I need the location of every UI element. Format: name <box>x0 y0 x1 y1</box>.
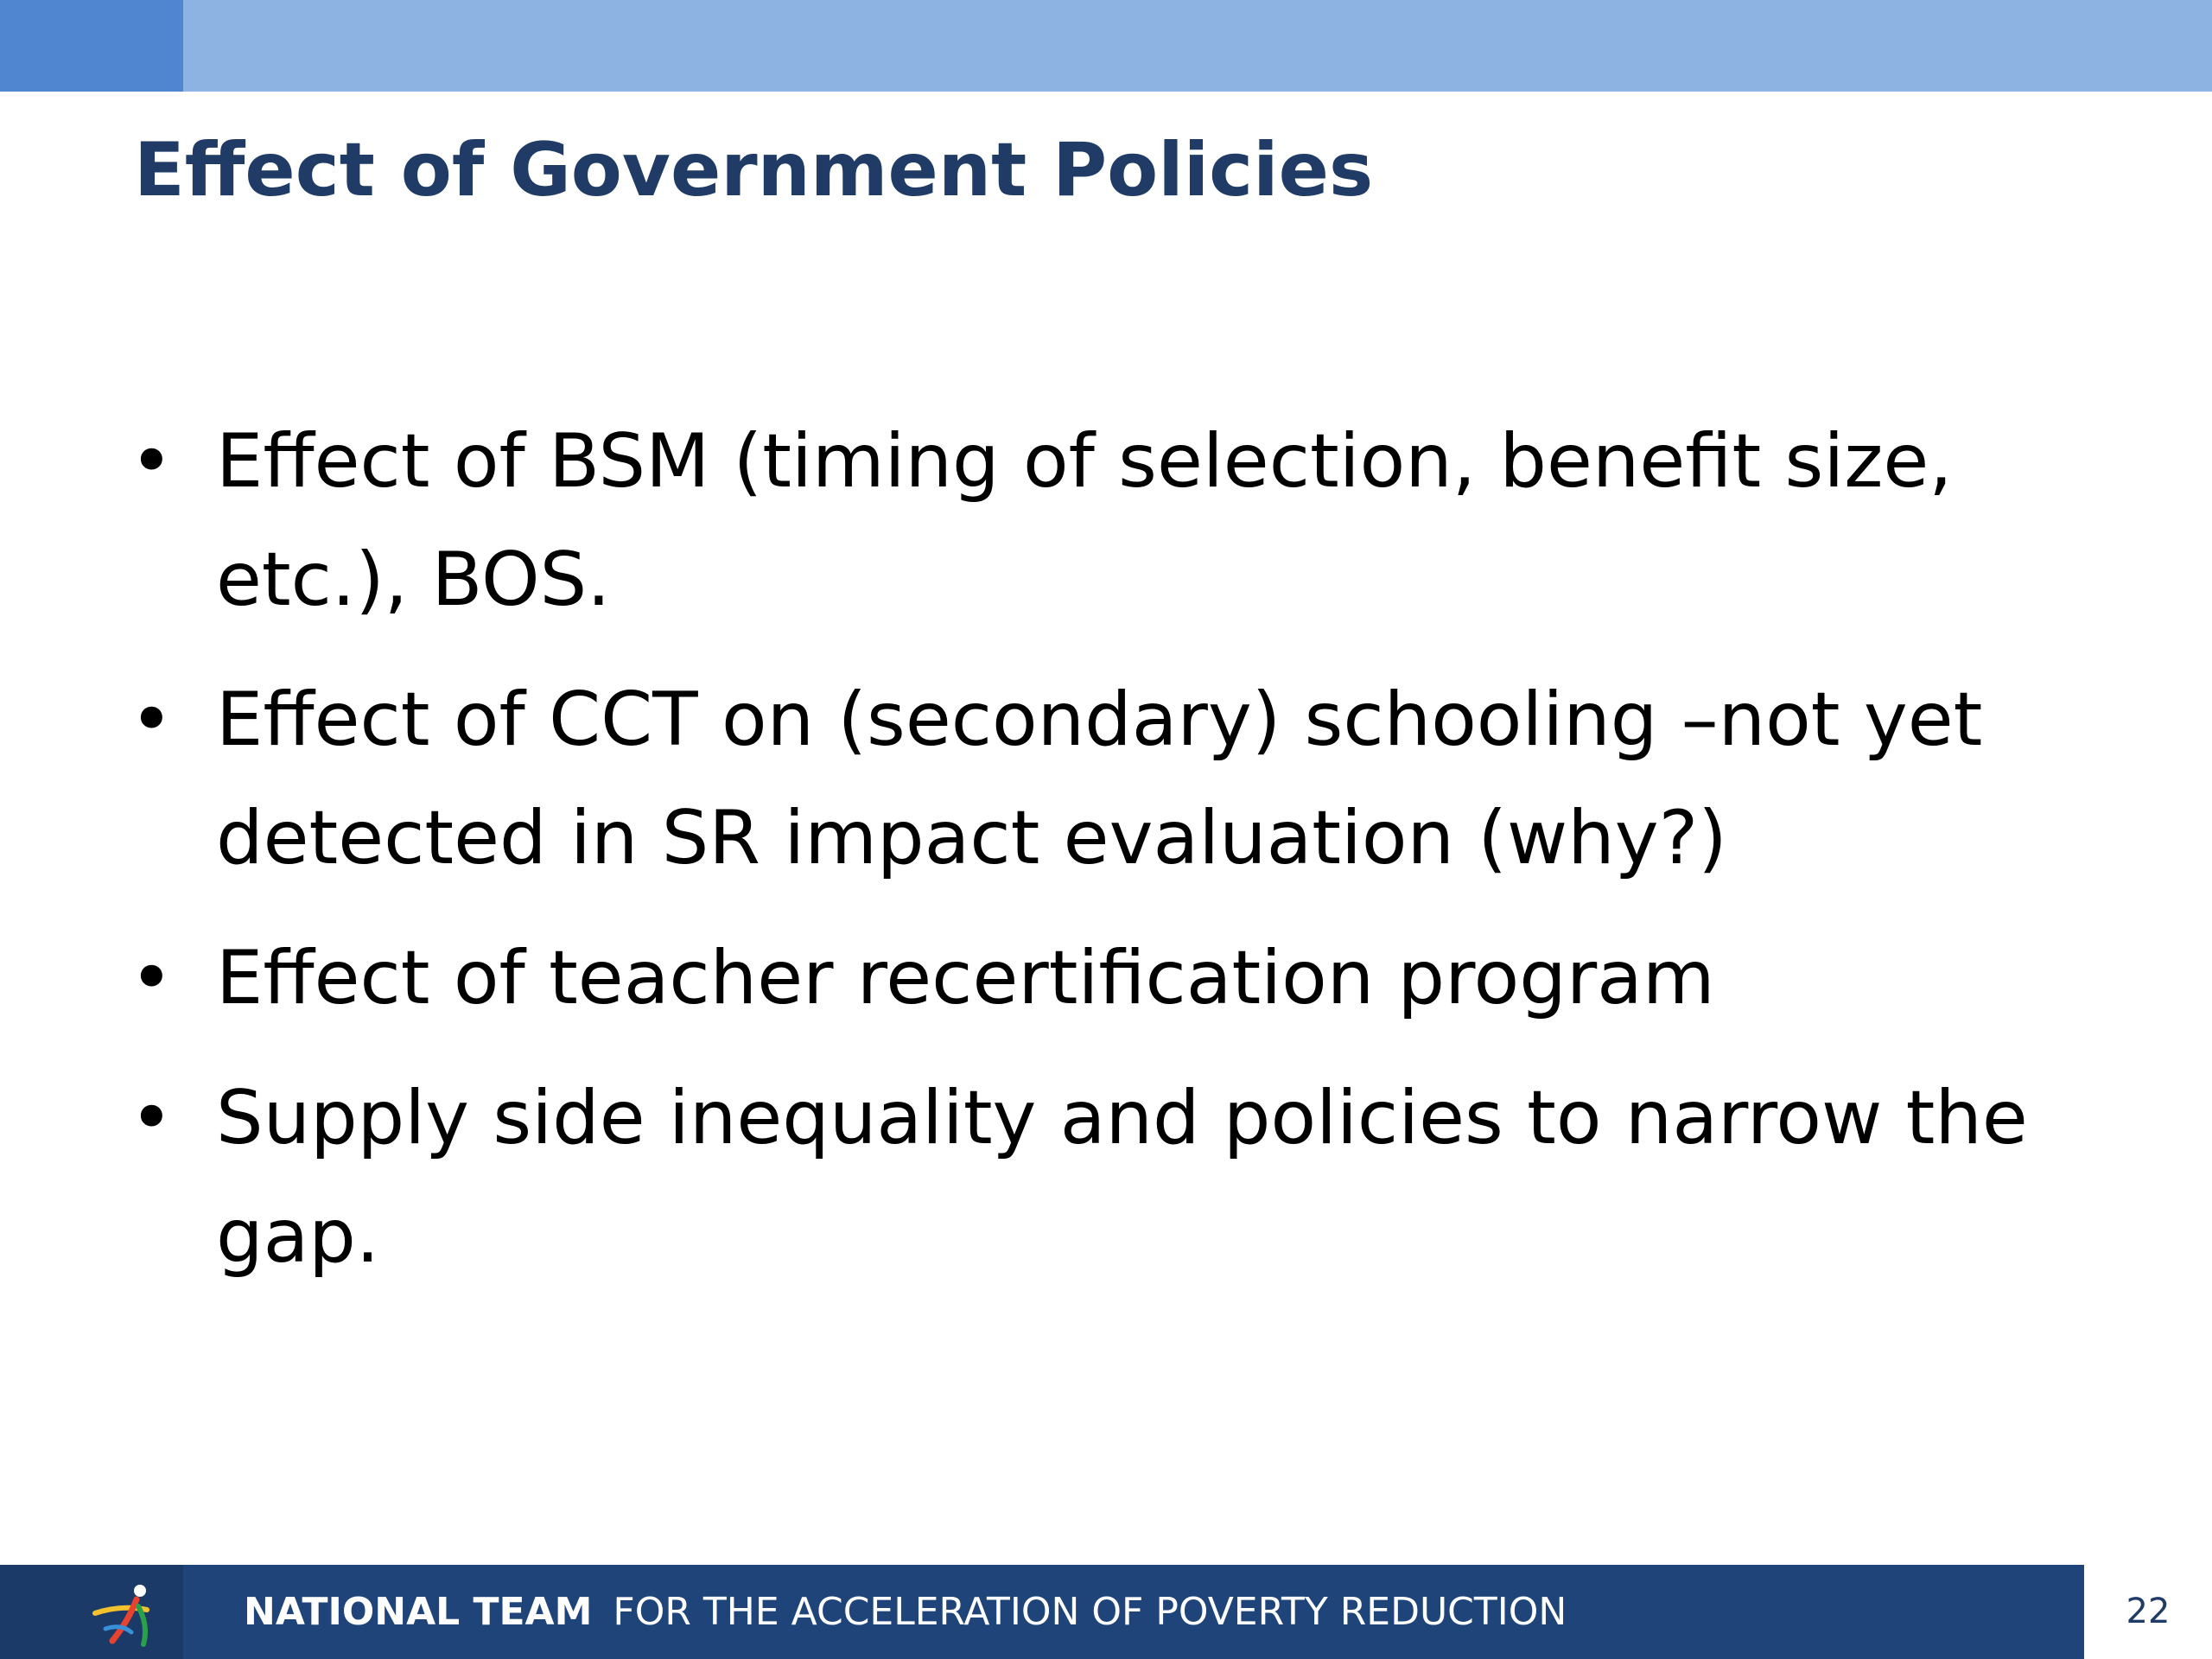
bullet-text: Effect of teacher recertification program <box>216 935 1715 1021</box>
bullet-item <box>130 919 2117 1038</box>
footer-organization-rest: FOR THE ACCELERATION OF POVERTY REDUCTION <box>613 1590 1567 1634</box>
slide-title: Effect of Government Policies <box>134 127 1374 213</box>
tnp2k-logo-icon <box>86 1580 164 1649</box>
bullet-text: Supply side inequality and policies to narrow the gap. <box>216 1075 2028 1280</box>
page-number: 22 <box>2084 1565 2212 1659</box>
footer-bar <box>0 1565 2084 1659</box>
bullet-text: Effect of BSM (timing of selection, benefit size, etc.), BOS. <box>216 418 1953 623</box>
bullet-marker: • <box>130 418 174 505</box>
footer-logo-box <box>0 1565 183 1659</box>
bullet-marker: • <box>130 1075 174 1161</box>
bullet-marker: • <box>130 935 174 1021</box>
bullet-list <box>130 403 2117 1318</box>
top-banner <box>0 0 2212 92</box>
bullet-item <box>130 1059 2117 1296</box>
footer-organization-bold: NATIONAL TEAM <box>244 1590 593 1634</box>
bullet-item <box>130 661 2117 898</box>
bullet-text: Effect of CCT on (secondary) schooling –not yet detected in SR impact evaluation (why?) <box>216 677 1983 881</box>
bullet-item <box>130 403 2117 639</box>
bullet-marker: • <box>130 677 174 763</box>
top-banner-accent <box>0 0 183 92</box>
footer-organization <box>244 1565 1567 1659</box>
